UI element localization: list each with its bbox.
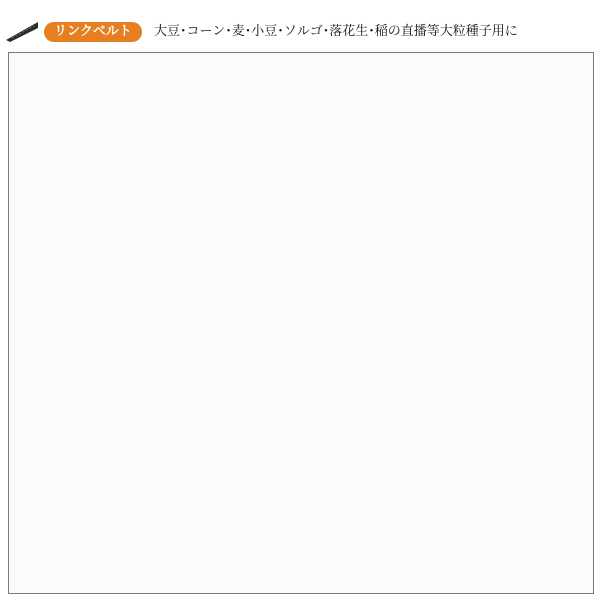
seed-belt-table-placeholder [8,52,594,594]
section-badge: リンクベルト [44,22,142,42]
page-header [4,20,596,46]
page-title: 大豆･コーン･麦･小豆･ソルゴ･落花生･稲の直播等大粒種子用に [154,24,518,39]
belt-wedge-icon [4,20,40,42]
